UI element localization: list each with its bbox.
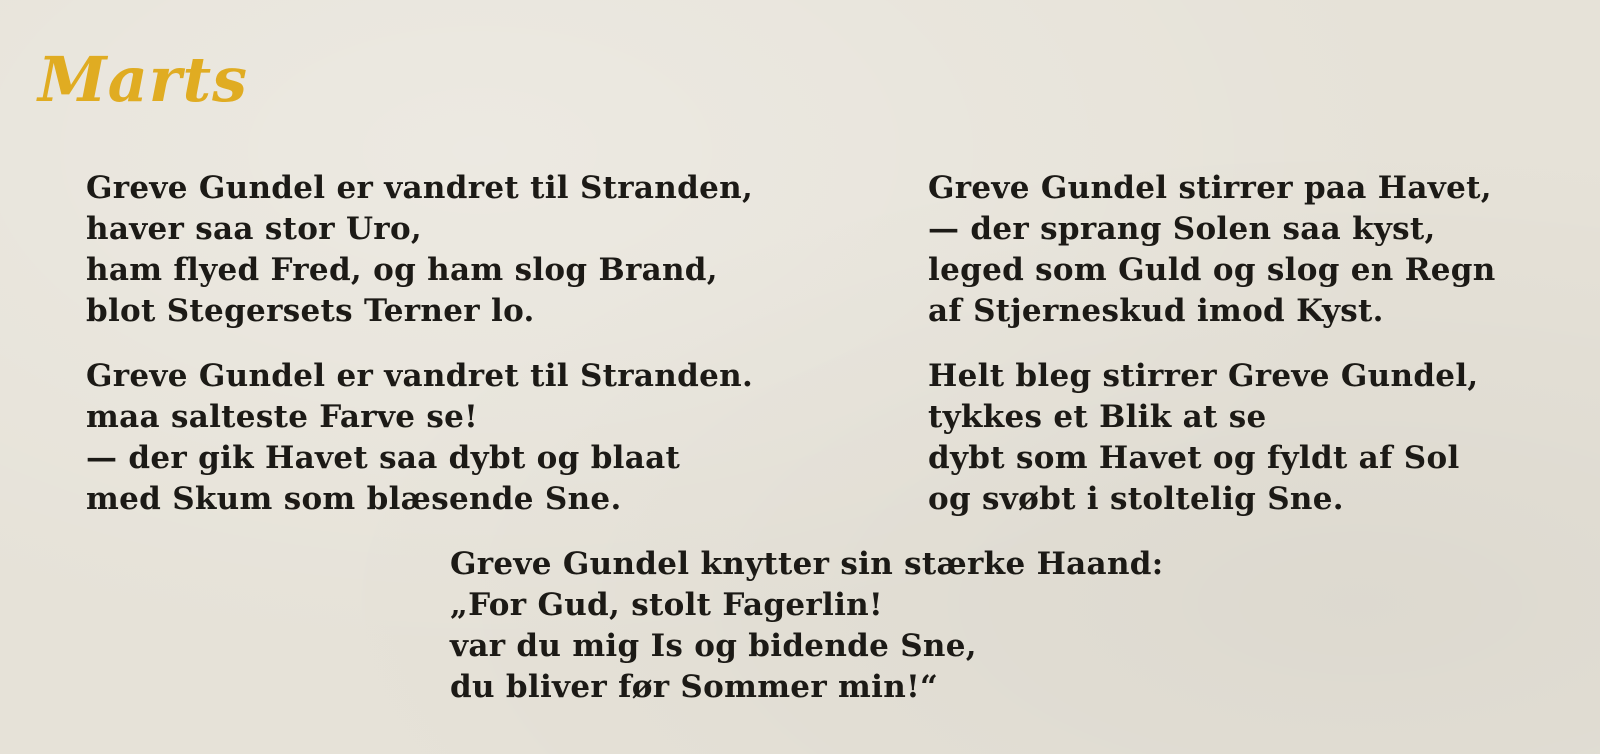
verse-line: Greve Gundel er vandret til Stranden, xyxy=(86,170,754,206)
verse-line: Greve Gundel er vandret til Stranden. xyxy=(86,358,754,394)
verse-line: var du mig Is og bidende Sne, xyxy=(450,628,977,664)
verse-line: „For Gud, stolt Fagerlin! xyxy=(450,587,883,623)
stanza-5 xyxy=(450,544,1164,708)
verse-line: — der gik Havet saa dybt og blaat xyxy=(86,440,681,476)
verse-line: Helt bleg stirrer Greve Gundel, xyxy=(928,358,1479,394)
verse-line: haver saa stor Uro, xyxy=(86,211,423,247)
stanza-1 xyxy=(86,168,753,332)
verse-line: blot Stegersets Terner lo. xyxy=(86,293,535,329)
verse-line: tykkes et Blik at se xyxy=(928,399,1267,435)
verse-line: af Stjerneskud imod Kyst. xyxy=(928,293,1384,329)
verse-line: leged som Guld og slog en Regn xyxy=(928,252,1496,288)
verse-line: ham flyed Fred, og ham slog Brand, xyxy=(86,252,718,288)
stanza-3 xyxy=(928,168,1496,332)
verse-line: og svøbt i stoltelig Sne. xyxy=(928,481,1344,517)
poem-title: Marts xyxy=(38,43,249,116)
verse-line: Greve Gundel knytter sin stærke Haand: xyxy=(450,546,1164,582)
verse-line: med Skum som blæsende Sne. xyxy=(86,481,622,517)
verse-line: maa salteste Farve se! xyxy=(86,399,479,435)
stanza-2 xyxy=(86,356,753,520)
verse-line: du bliver før Sommer min!“ xyxy=(450,669,939,705)
stanza-4 xyxy=(928,356,1478,520)
verse-line: — der sprang Solen saa kyst, xyxy=(928,211,1436,247)
verse-line: Greve Gundel stirrer paa Havet, xyxy=(928,170,1492,206)
verse-line: dybt som Havet og fyldt af Sol xyxy=(928,440,1460,476)
